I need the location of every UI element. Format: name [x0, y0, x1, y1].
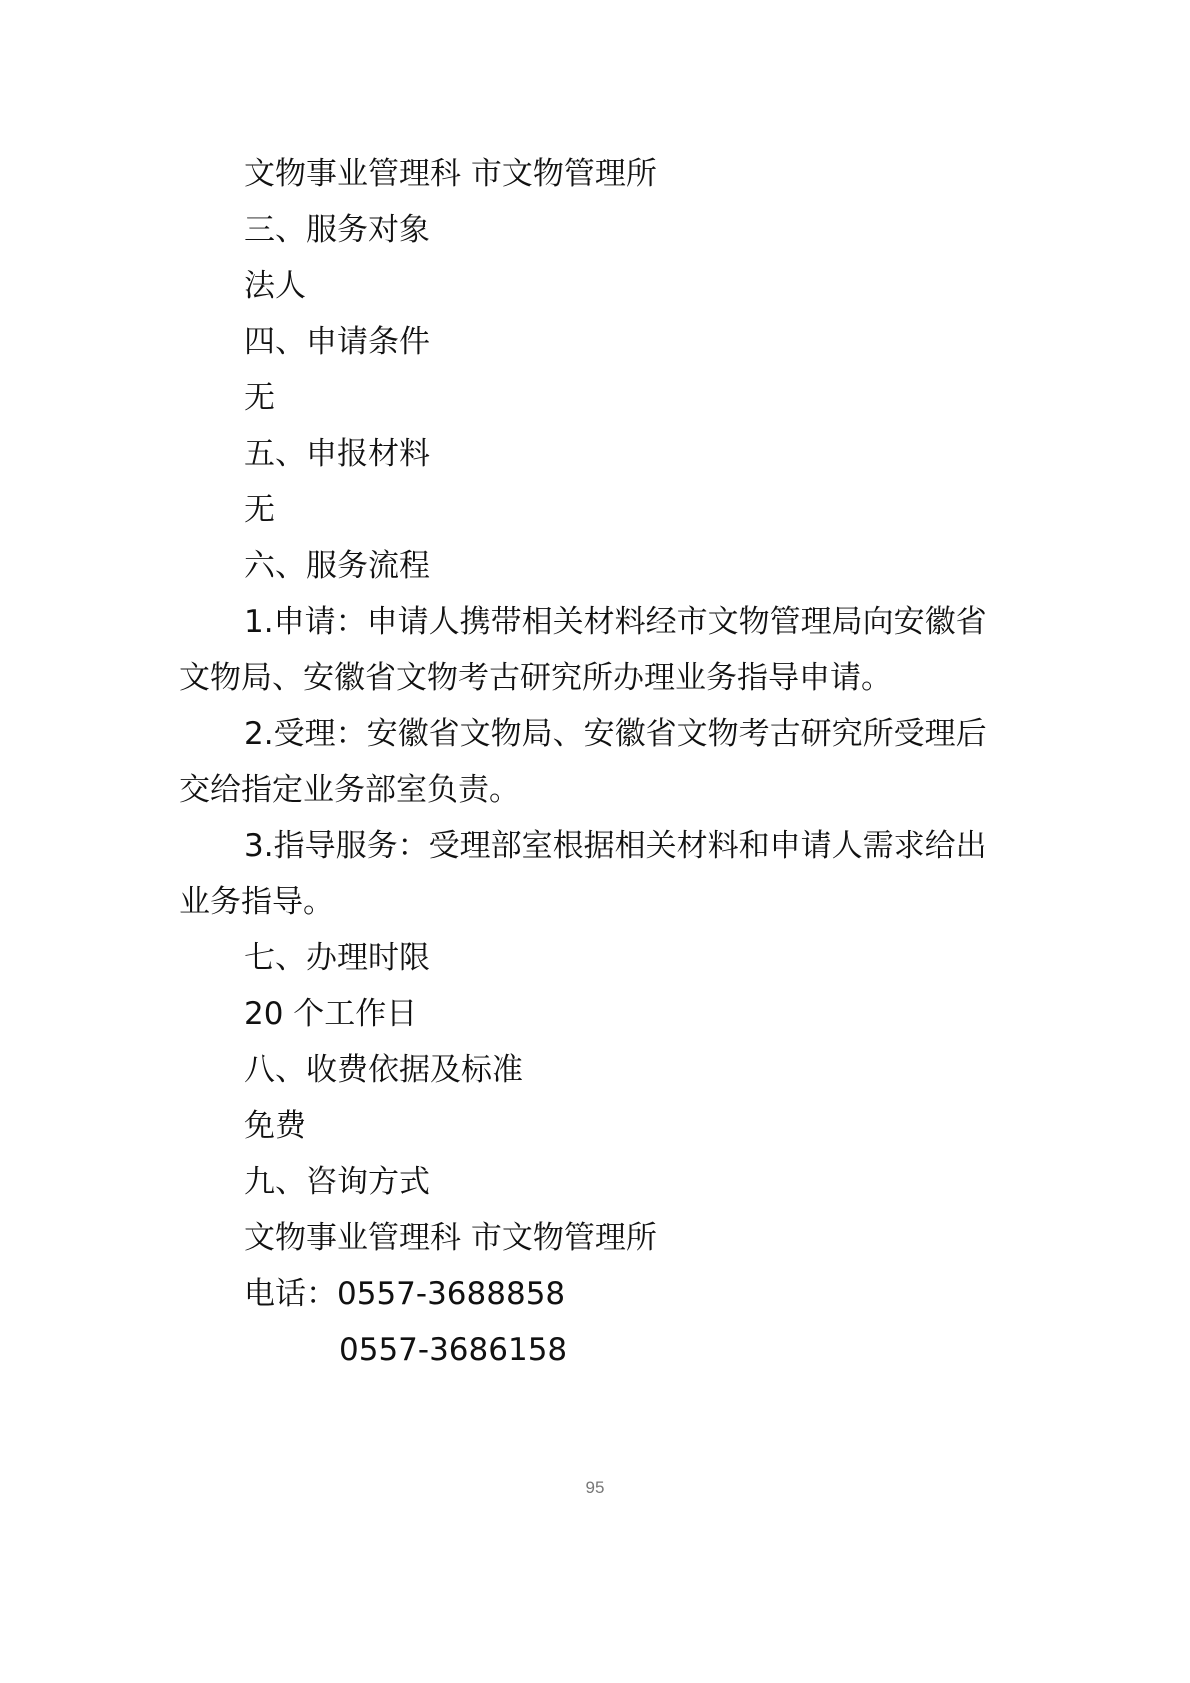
process-step-3-line-1: 3.指导服务：受理部室根据相关材料和申请人需求给出	[244, 828, 987, 864]
service-object-value: 法人	[244, 268, 306, 304]
section-heading-fees: 八、收费依据及标准	[244, 1052, 523, 1088]
time-limit-value: 20 个工作日	[244, 996, 418, 1032]
section-heading-contact: 九、咨询方式	[244, 1164, 430, 1200]
department-line: 文物事业管理科 市文物管理所	[244, 156, 657, 192]
process-step-3-line-2: 业务指导。	[179, 884, 334, 920]
section-heading-process: 六、服务流程	[244, 548, 430, 584]
contact-phone-2: 0557-3686158	[339, 1332, 568, 1368]
section-heading-service-object: 三、服务对象	[244, 212, 430, 248]
materials-value: 无	[244, 492, 275, 528]
section-heading-time-limit: 七、办理时限	[244, 940, 430, 976]
page-number: 95	[585, 1478, 605, 1497]
document-body	[179, 146, 1009, 1378]
process-step-1-line-1: 1.申请：申请人携带相关材料经市文物管理局向安徽省	[244, 604, 987, 640]
process-step-2-line-2: 交给指定业务部室负责。	[179, 772, 520, 808]
fees-value: 免费	[244, 1108, 306, 1144]
conditions-value: 无	[244, 380, 275, 416]
section-heading-conditions: 四、申请条件	[244, 324, 430, 360]
process-step-2-line-1: 2.受理：安徽省文物局、安徽省文物考古研究所受理后	[244, 716, 987, 752]
section-heading-materials: 五、申报材料	[244, 436, 430, 472]
contact-phone-1: 电话：0557-3688858	[244, 1276, 566, 1312]
contact-department: 文物事业管理科 市文物管理所	[244, 1220, 657, 1256]
process-step-1-line-2: 文物局、安徽省文物考古研究所办理业务指导申请。	[179, 660, 892, 696]
